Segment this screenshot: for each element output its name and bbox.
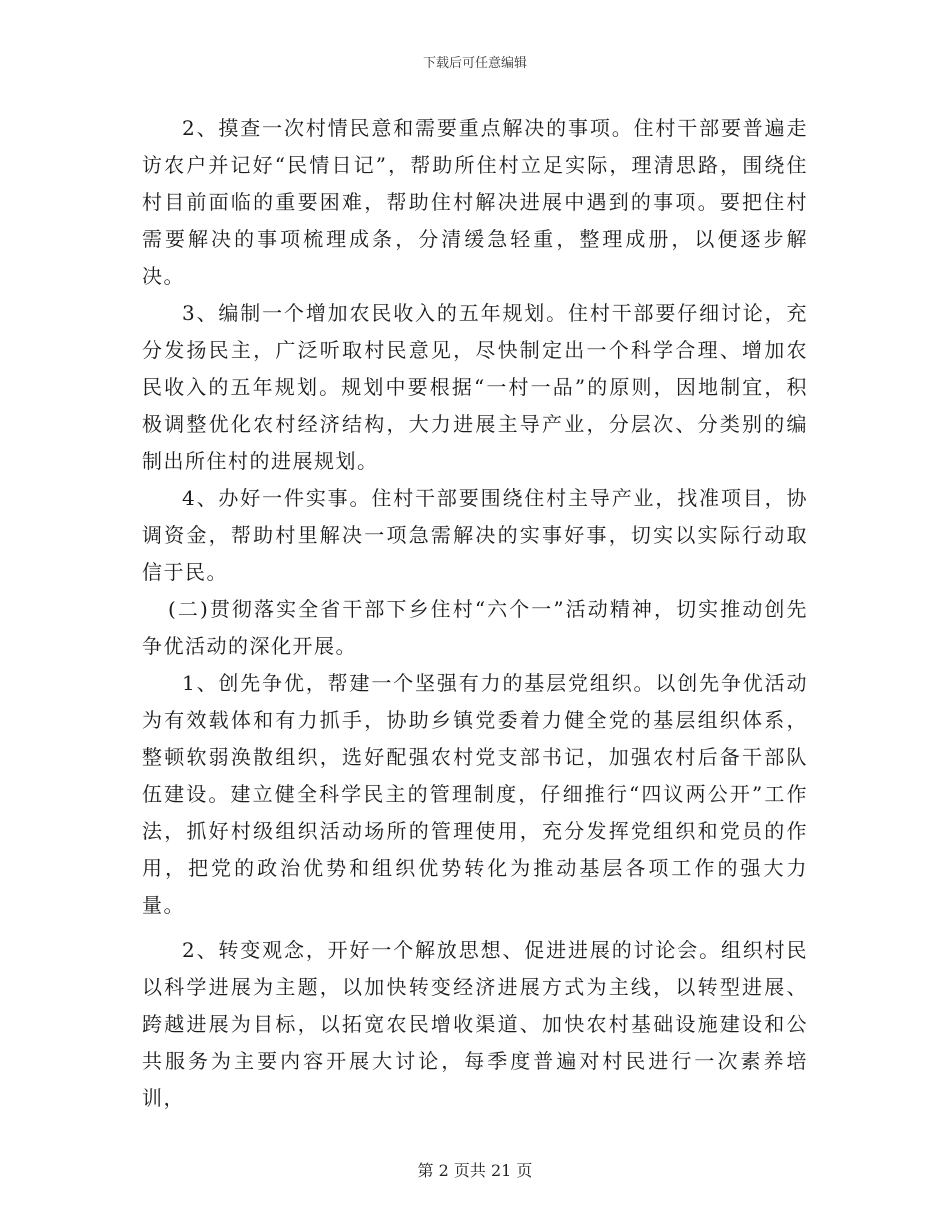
page-header: 下载后可任意编辑	[422, 56, 527, 71]
section-heading-2: (二)贯彻落实全省干部下乡住村“六个一”活动精神，切实推动创先争优活动的深化开展。	[142, 597, 808, 658]
paragraph-item-2b: 2、转变观念，开好一个解放思想、促进进展的讨论会。组织村民以科学进展为主题，以加快转变经济进展方式为主线，以转型进展、跨越进展为目标，以拓宽农民增收渠道、加快农村基础设施建设和公共服务为主要内容开展大讨论，每季度普遍对村民进行一次素养培训，	[142, 938, 808, 1110]
paragraph-item-3: 3、编制一个增加农民收入的五年规划。住村干部要仔细讨论，充分发扬民主，广泛听取村民意见，尽快制定出一个科学合理、增加农民收入的五年规划。规划中要根据“一村一品”的原则，因地制宜，积极调整优化农村经济结构，大力进展主导产业，分层次、分类别的编制出所住村的进展规划。	[142, 301, 808, 473]
paragraph-item-1: 1、创先争优，帮建一个坚强有力的基层党组织。以创先争优活动为有效载体和有力抓手，协助乡镇党委着力健全党的基层组织体系，整顿软弱涣散组织，选好配强农村党支部书记，加强农村后备干部队伍建设。建立健全科学民主的管理制度，仔细推行“四议两公开”工作法，抓好村级组织活动场所的管理使用，充分发挥党组织和党员的作用，把党的政治优势和组织优势转化为推动基层各项工作的强大力量。	[142, 671, 808, 917]
paragraph-item-2: 2、摸查一次村情民意和需要重点解决的事项。住村干部要普遍走访农户并记好“民情日记”，帮助所住村立足实际，理清思路，围绕住村目前面临的重要困难，帮助住村解决进展中遇到的事项。要把住村需要解决的事项梳理成条，分清缓急轻重，整理成册，以便逐步解决。	[142, 116, 808, 288]
page-footer: 第 2 页共 21 页	[417, 1161, 533, 1180]
document-body	[142, 110, 808, 1117]
paragraph-item-4: 4、办好一件实事。住村干部要围绕住村主导产业，找准项目，协调资金，帮助村里解决一项急需解决的实事好事，切实以实际行动取信于民。	[142, 486, 808, 584]
